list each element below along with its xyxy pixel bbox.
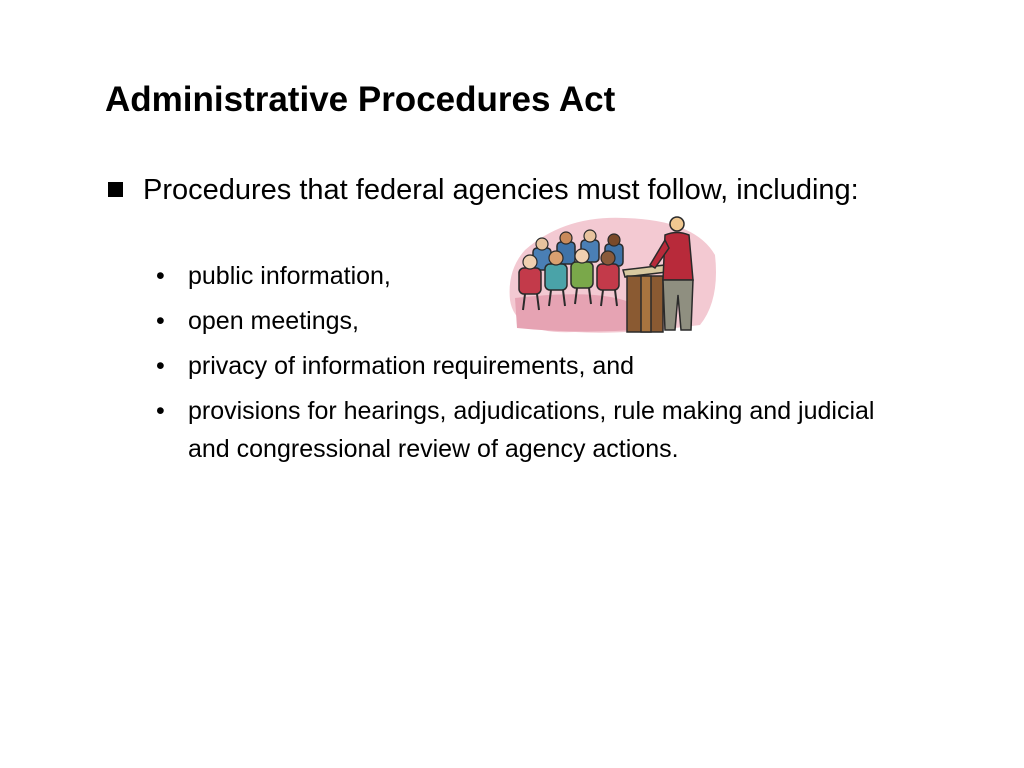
dot-bullet-icon: • bbox=[156, 307, 165, 335]
dot-bullet-icon: • bbox=[156, 352, 165, 380]
sub-bullet-text: open meetings, bbox=[188, 307, 359, 335]
dot-bullet-icon: • bbox=[156, 397, 165, 425]
square-bullet-icon bbox=[108, 182, 123, 197]
sub-bullet-item bbox=[150, 347, 890, 385]
main-bullet-text: Procedures that federal agencies must follow, including: bbox=[143, 174, 859, 206]
sub-bullet-text: privacy of information requirements, and bbox=[188, 352, 635, 380]
audience-speaker-clipart-icon bbox=[505, 210, 720, 340]
sub-bullet-item bbox=[150, 392, 890, 468]
sub-bullet-text: provisions for hearings, adjudications, rule making and judicial and congressional review of agency actions. bbox=[188, 397, 875, 463]
sub-bullet-text: public information, bbox=[188, 262, 391, 290]
dot-bullet-icon: • bbox=[156, 262, 165, 290]
slide-title: Administrative Procedures Act bbox=[105, 80, 616, 119]
